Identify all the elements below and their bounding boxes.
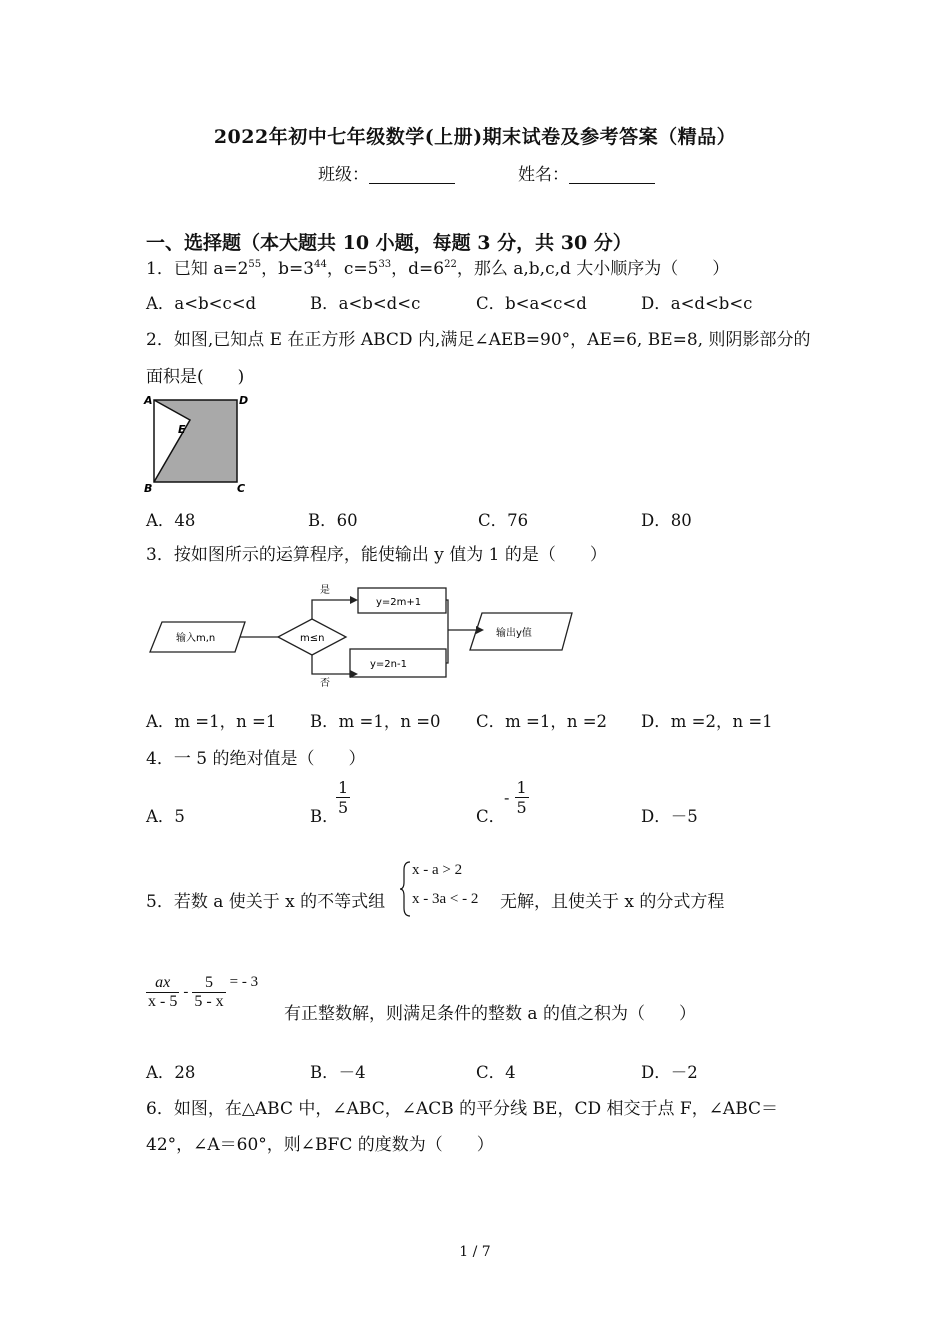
decision-label: m≤n xyxy=(300,633,325,644)
system-eq-2: x - 3a < - 2 xyxy=(412,891,479,907)
name-label: 姓名： xyxy=(518,165,569,185)
label-c: C xyxy=(237,482,246,495)
q1-text-c: ，c=5 xyxy=(326,259,379,279)
q1-exp-a: 55 xyxy=(248,259,262,270)
page-title: 2022年初中七年级数学(上册)期末试卷及参考答案（精品） xyxy=(213,126,737,148)
q1-option-d: D．a<d<b<c xyxy=(641,294,753,313)
question-6-line1: 6．如图，在△ABC 中，∠ABC，∠ACB 的平分线 BE，CD 相交于点 F，∠ABC＝ xyxy=(146,1099,779,1119)
q4-option-b-label: B． xyxy=(310,807,339,826)
label-d: D xyxy=(239,394,249,407)
question-1 xyxy=(146,254,729,279)
q4-option-c-label: C． xyxy=(476,807,506,826)
q3-option-a: A．m =1，n =1 xyxy=(146,712,277,731)
q1-option-b: B．a<b<d<c xyxy=(310,294,421,313)
class-blank xyxy=(369,167,455,184)
label-b: B xyxy=(144,482,153,495)
q4-option-b-fraction: $\frac{1}{5}$ xyxy=(338,778,349,817)
q3-option-b: B．m =1，n =0 xyxy=(310,712,441,731)
q5-option-b: B．－4 xyxy=(310,1063,366,1082)
q1-text: 1．已知 a=2 xyxy=(146,259,249,279)
fraction-equation: $\frac{ax}{x - 5}$ - $\frac{5}{5 - x}$ = - 3 xyxy=(148,974,259,1010)
page-number: 1 / 7 xyxy=(459,1244,491,1260)
q1-text-d: ，d=6 xyxy=(391,259,445,279)
q1-suffix: ，那么 a,b,c,d 大小顺序为（ ） xyxy=(456,259,730,279)
section-heading: 一、选择题（本大题共 10 小题，每题 3 分，共 30 分） xyxy=(146,232,632,254)
q4-option-a: A．5 xyxy=(146,807,185,826)
square-figure xyxy=(140,390,255,498)
q2-option-b: B．60 xyxy=(308,511,358,530)
question-4: 4．一 5 的绝对值是（ ） xyxy=(146,749,366,769)
name-field xyxy=(518,160,655,185)
q1-text-b: ，b=3 xyxy=(261,259,315,279)
system-eq-1: x - a > 2 xyxy=(412,862,463,878)
class-field xyxy=(318,160,455,185)
yes-label: 是 xyxy=(320,585,330,596)
no-box-label: y=2n-1 xyxy=(370,659,407,670)
q5-option-a: A．28 xyxy=(146,1063,196,1082)
q4-option-d: D．－5 xyxy=(641,807,698,826)
no-label: 否 xyxy=(320,678,330,688)
question-2-line1: 2．如图,已知点 E 在正方形 ABCD 内,满足∠AEB=90°，AE=6, BE=8, 则阴影部分的 xyxy=(146,330,811,350)
question-5-post: 无解，且使关于 x 的分式方程 xyxy=(500,892,725,912)
output-label: 输出y值 xyxy=(496,628,532,639)
question-5-pre: 5．若数 a 使关于 x 的不等式组 xyxy=(146,892,386,912)
q1-exp-c: 33 xyxy=(378,259,392,270)
q3-option-d: D．m =2，n =1 xyxy=(641,712,773,731)
question-6-line2: 42°，∠A＝60°，则∠BFC 的度数为（ ） xyxy=(146,1135,494,1155)
q1-option-a: A．a<b<c<d xyxy=(146,294,257,313)
shaded-region xyxy=(154,400,237,482)
q5-option-d: D．－2 xyxy=(641,1063,698,1082)
q3-option-c: C．m =1，n =2 xyxy=(476,712,608,731)
q1-exp-b: 44 xyxy=(314,259,327,270)
q5-option-c: C．4 xyxy=(476,1063,516,1082)
question-5-eq-post: 有正整数解，则满足条件的整数 a 的值之积为（ ） xyxy=(284,1004,696,1024)
name-blank xyxy=(569,167,655,184)
yes-box-label: y=2m+1 xyxy=(376,597,422,608)
input-label: 输入m,n xyxy=(176,633,216,644)
q1-exp-d: 22 xyxy=(444,259,457,270)
label-e: E xyxy=(178,423,186,436)
flowchart xyxy=(140,578,580,688)
question-2-line2: 面积是( ) xyxy=(146,367,245,387)
label-a: A xyxy=(144,394,153,407)
question-3: 3．按如图所示的运算程序，能使输出 y 值为 1 的是（ ） xyxy=(146,545,607,565)
q1-option-c: C．b<a<c<d xyxy=(476,294,587,313)
q4-option-c-fraction: - $\frac{1}{5}$ xyxy=(504,778,527,817)
q2-option-c: C．76 xyxy=(478,511,529,530)
class-label: 班级： xyxy=(318,165,369,185)
q2-option-d: D．80 xyxy=(641,511,692,530)
q2-option-a: A．48 xyxy=(146,511,196,530)
